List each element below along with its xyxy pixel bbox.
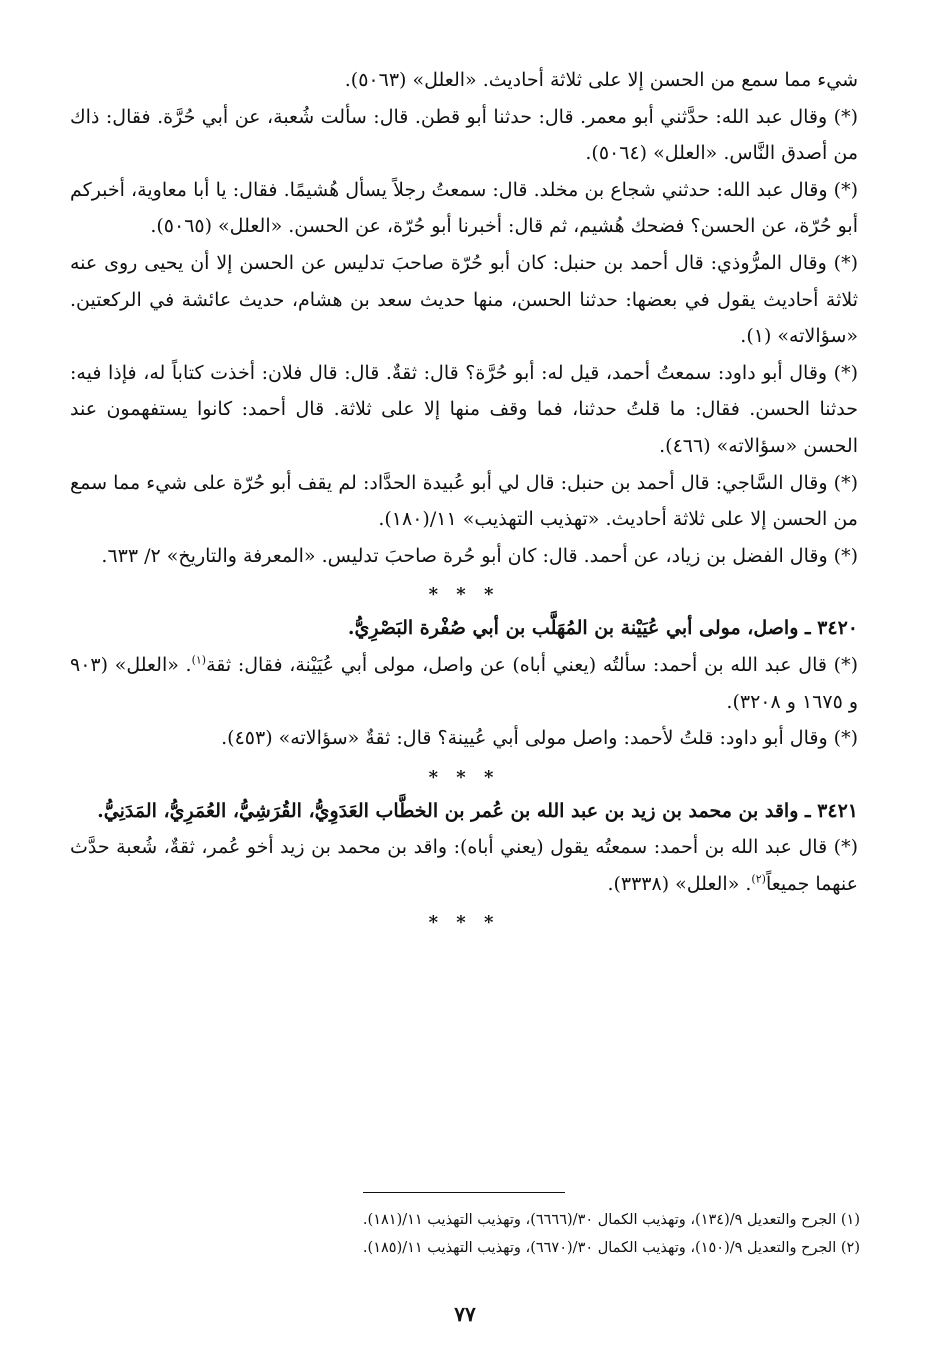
section-separator: * * * [428, 912, 500, 934]
paragraph: (*) وقال عبد الله: حدثني شجاع بن مخلد. قال: سمعتُ رجلاً يسأل هُشيمًا. فقال: يا أبا معاوية، أخبركم أبو حُرّة، عن الحسن؟ فضحك هُشيم، ثم قال: أخبرنا أبو حُرّة، عن الحسن. «العلل» (٥٠٦٥). [70, 178, 858, 238]
paragraph: (*) وقال الفضل بن زياد، عن أحمد. قال: كان أبو حُرة صاحبَ تدليس. «المعرفة والتاريخ» ٢/ ٦٣٣. [101, 544, 858, 567]
section-separator: * * * [428, 584, 500, 606]
footnote: (١) الجرح والتعديل ٩/(١٣٤)، وتهذيب الكمال ٣٠/(٦٦٦٦)، وتهذيب التهذيب ١١/(١٨١). [362, 1212, 860, 1228]
paragraph: (*) وقال المرُّوذي: قال أحمد بن حنبل: كان أبو حُرّة صاحبَ تدليس عن الحسن إلا أن يحيى روى عنه ثلاثة أحاديث يقول في بعضها: حدثنا الحسن، منها حديث سعد بن هشام، حديث عائشة في الركعتين. «سؤالاته» (١). [70, 251, 858, 348]
footnote-ref[interactable]: (١) [191, 653, 207, 667]
paragraph-text: . «العلل» (٩٠٣ و ١٦٧٥ و ٣٢٠٨). [70, 653, 858, 713]
entry-heading-3421: ٣٤٢١ ـ واقد بن محمد بن زيد بن عبد الله بن عُمر بن الخطَّاب العَدَوِيُّ، القُرَشِيُّ، العُمَرِيُّ، المَدَنِيُّ. [97, 799, 858, 822]
footnotes [72, 1206, 860, 1262]
paragraph: (*) وقال السَّاجي: قال أحمد بن حنبل: قال لي أبو عُبيدة الحدَّاد: لم يقف أبو حُرّة على شيء مما سمع من الحسن إلا على ثلاثة أحاديث. «تهذيب التهذيب» ١١/(١٨٠). [70, 471, 858, 531]
paragraph: شيء مما سمع من الحسن إلا على ثلاثة أحاديث. «العلل» (٥٠٦٣). [344, 69, 858, 91]
main-text [70, 62, 858, 938]
section-separator: * * * [428, 766, 500, 788]
footnote: (٢) الجرح والتعديل ٩/(١٥٠)، وتهذيب الكمال ٣٠/(٦٦٧٠)، وتهذيب التهذيب ١١/(١٨٥). [362, 1240, 860, 1256]
footnote-ref[interactable]: (٢) [751, 872, 766, 886]
footnote-divider [363, 1192, 565, 1193]
paragraph-text: (*) قال عبد الله بن أحمد: سمعتُه يقول (يعني أباه): واقد بن محمد بن زيد أخو عُمر، ثقةٌ، شُعبة حدَّث عنهما جميعاً [70, 836, 859, 895]
entry-heading-3420: ٣٤٢٠ ـ واصل، مولى أبي عُيَيْنة بن المُهَلَّب بن أبي صُفْرة البَصْرِيُّ. [347, 617, 858, 640]
paragraph [70, 647, 858, 720]
paragraph [70, 829, 858, 902]
paragraph-text: . «العلل» (٣٣٣٨). [607, 872, 752, 895]
paragraph: (*) وقال عبد الله: حدَّثني أبو معمر. قال: حدثنا أبو قطن. قال: سألت شُعبة، عن أبي حُرَّة. فقال: ذاك من أصدق النَّاس. «العلل» (٥٠٦٤). [70, 105, 858, 165]
page-number: ٧٧ [454, 1302, 476, 1326]
paragraph: (*) وقال أبو داود: قلتُ لأحمد: واصل مولى أبي عُيينة؟ قال: ثقةٌ «سؤالاته» (٤٥٣). [221, 727, 858, 750]
paragraph-text: (*) قال عبد الله بن أحمد: سألتُه (يعني أباه) عن واصل، مولى أبي عُيَيْنة، فقال: ثقة [206, 653, 858, 676]
paragraph: (*) وقال أبو داود: سمعتُ أحمد، قيل له: أبو حُرَّة؟ قال: ثقةٌ. قال: قال فلان: أخذت كتاباً له، فإذا فيه: حدثنا الحسن. فقال: ما قلتُ حدثنا، فما وقف منها إلا على ثلاثة. قال أحمد: كانوا يستفهمون عند الحسن «سؤالاته» (٤٦٦). [70, 361, 858, 457]
